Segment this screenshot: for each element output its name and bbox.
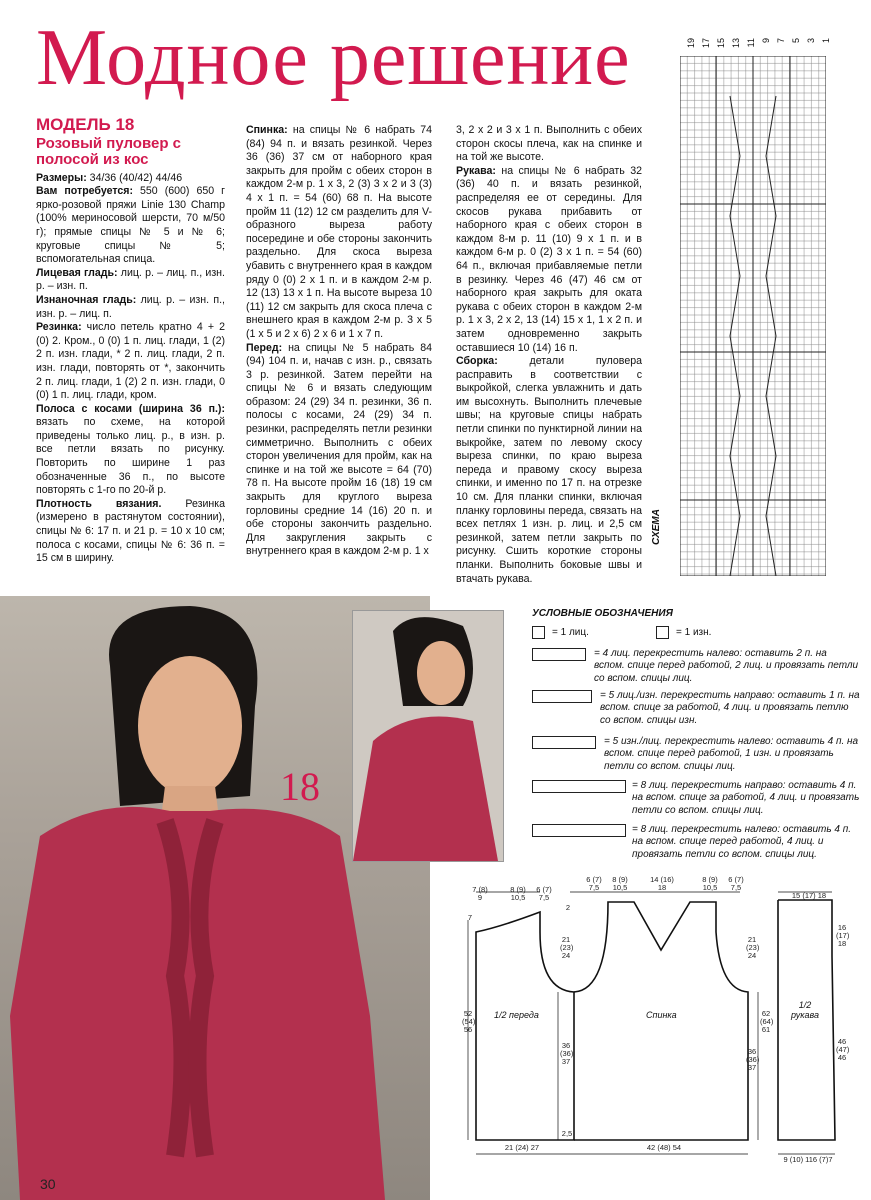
back-text: на спицы № 6 набрать 74 (84) 94 п. и вязать резинкой. Через 36 (36) 37 см от наборного края закрыть для пройм с обеих сторон в каждом 2-м р. 1 х 3, 2 (3) 3 х 2 и 3 (3) 4 х 1 п. = 54 (60) 68 п. На высоте пройм 11 (12) 12 см разделить для V-образного выреза работу посередине и обе стороны закончить раздельно. Для скоса выреза убавить с внутреннего края в каждом ряду 0 (0) 2 х 1 п. и в каждом 2-м р. 12 (13) 13 х 1 п. На высоте выреза 10 (11) 12 см закрыть для скоса плеча с внешнего края в каждом 2-м р. 3 х 5 (1 х 5 и 2 х 6) 2 х 6 и 1 х 7 п.	[246, 124, 432, 340]
cable-8-left-icon	[532, 824, 626, 837]
assembly-text: детали пуловера расправить в соответствии с выкройкой, слегка увлажнить и дать им высохнуть. Выполнить плечевые швы; на круговые спицы набрать петли спинки по пунктирной линии на выкройке, затем по левому скосу выреза спинки, по краю выреза переда и правому скосу выреза спинки, и именно по 17 п. на отрезке 10 см. Для планки спинки, включая планку горловины переда, связать на всех петлях 1 изн. р. лиц. и 2,5 см резинкой, затем петли закрыть по рисунку. Сшить короткие стороны планки. Выполнить боковые швы и втачать рукава.	[456, 355, 642, 585]
model-photo-back	[352, 610, 504, 862]
front-piece-label: 1/2 переда	[494, 1010, 539, 1020]
text-column-3	[456, 124, 642, 586]
legend-cable-8-left-text: = 8 лиц. перекрестить налево: оставить 4 п. на вспом. спице перед работой, 4 лиц. и провязать петли со вспом. спицы лиц.	[632, 824, 851, 860]
rib-label: Резинка:	[36, 321, 82, 334]
pattern-measure: 8 (9) 10,5	[702, 875, 718, 892]
density-text: Резинка (измерено в растянутом состоянии), спицы № 6: 17 п. и 21 р. = 10 х 10 см; полоса с косами, спицы № 6: 36 п. = 15 см в ширину.	[36, 497, 225, 565]
rib-text: число петель кратно 4 + 2 (0) 2. Кром., 0 (0) 1 п. лиц. глади, 1 (2) 2 п. изн. глади, * 2 п. лиц. глади, 2 п. изн. глади, повторять от *, закончить 2 п. лиц. глади, 1 (2) 2 п. изн. глади, 0 (0) 1 п. лиц. глади, кром.	[36, 321, 225, 402]
pattern-measure: 2	[565, 903, 571, 912]
sleeves-text: на спицы № 6 набрать 32 (36) 40 п. и вязать резинкой, распределяя ее от середины. Для скосов рукава прибавить от наборного края с обеих сторон в каждом 8-м р. 11 (10) 9 х 1 п. и в каждом 6-м р. 0 (2) 3 х 1 п. = 54 (60) 64 п., включая прибавляемые петли в резинку. Через 46 (47) 46 см от наборного края закрыть для оката рукава с обеих сторон в каждом 2-м р. 1 х 3, 2 х 2, 13 (14) 15 х 1, 1 х 2 п. и затем одновременно закрыть оставшиеся 10 (14) 16 п.	[456, 164, 642, 354]
chart-row-number: 19	[686, 38, 696, 49]
legend-title: УСЛОВНЫЕ ОБОЗНАЧЕНИЯ	[532, 608, 673, 619]
pattern-measure: 16 (17) 18	[836, 923, 850, 948]
legend-cable-8-right-text: = 8 лиц. перекрестить направо: оставить 4 п. на вспом. спице за работой, 4 лиц. и провязать петли со вспом. спицы лиц.	[632, 780, 860, 816]
density-paragraph	[36, 498, 225, 566]
purl-stitch-icon	[656, 626, 669, 639]
pattern-measure: 21 (23) 24	[560, 935, 574, 960]
pattern-measure: 52 (54) 56	[462, 1009, 476, 1034]
pattern-measure: 9 (10) 116 (7)7	[783, 1155, 833, 1164]
chart-row-number: 13	[731, 38, 741, 49]
sleeves-label: Рукава:	[456, 164, 496, 177]
cable-5-right-icon	[532, 690, 592, 703]
pattern-measure: 21 (24) 27	[504, 1143, 540, 1152]
chart-grid	[680, 56, 826, 576]
pattern-measure: 2,5	[561, 1129, 573, 1138]
pattern-measure: 14 (16) 18	[650, 875, 674, 892]
materials-paragraph	[36, 185, 225, 267]
assembly-paragraph	[456, 355, 642, 586]
legend-cable-5-left-text: = 5 изн./лиц. перекрестить налево: оставить 4 п. на вспом. спице перед работой, 1 изн. и провязать петли со вспом. спицы лиц.	[604, 736, 859, 772]
chart-row-number: 11	[746, 38, 756, 48]
sizes-text: 34/36 (40/42) 44/46	[86, 171, 183, 184]
density-label: Плотность вязания.	[36, 497, 162, 510]
rib-paragraph	[36, 321, 225, 403]
legend-cable-5-right-text: = 5 лиц./изн. перекрестить направо: оставить 1 п. на вспом. спице за работой, 4 лиц. и провязать петлю со вспом. спицы изн.	[600, 690, 860, 726]
pattern-measure: 6 (7) 7,5	[536, 885, 552, 902]
chart-label: СХЕМА	[651, 509, 662, 545]
pattern-measure: 6 (7) 7,5	[728, 875, 744, 892]
pattern-measure: 36 (36) 37	[746, 1047, 760, 1072]
sleeve-piece-label: 1/2 рукава	[791, 1000, 819, 1020]
front-paragraph	[246, 342, 432, 560]
pattern-measure: 7	[467, 913, 473, 922]
text-column-2	[246, 124, 432, 559]
pattern-measure: 8 (9) 10,5	[510, 885, 526, 902]
model-number: МОДЕЛЬ 18	[36, 115, 135, 134]
text-column-1	[36, 115, 226, 566]
page-title: Модное решение	[36, 14, 631, 102]
pattern-measure: 36 (36) 37	[560, 1041, 574, 1066]
back-label: Спинка:	[246, 124, 288, 136]
back-paragraph	[246, 124, 432, 342]
sizes-label: Размеры:	[36, 171, 87, 184]
legend	[532, 608, 862, 860]
sleeves-paragraph	[456, 165, 642, 355]
chart-row-number: 5	[791, 38, 801, 44]
front-continued: 3, 2 х 2 и 3 х 1 п. Выполнить с обеих сторон скосы плеча, как на спинке и на той же высоте.	[456, 124, 642, 164]
front-text: на спицы № 5 набрать 84 (94) 104 п. и, начав с изн. р., связать 3 р. резинкой. Затем перейти на спицы № 6 и вязать следующим образом: 24 (29) 34 п. резинки, 36 п. полосы с косами, 24 (29) 34 п. резинки, распределять петли резинки симметрично. Выполнить с обеих сторон увеличения для пройм, как на спинке и на той же высоте = 64 (70) 78 п. На высоте пройм 16 (18) 19 см закрыть для круглого выреза горловины средние 14 (16) 20 п. и обе стороны закончить раздельно. Для закругления закрыть с внутреннего края в каждом 2-м р. 1 х	[246, 341, 432, 558]
legend-cable-4-left-text: = 4 лиц. перекрестить налево: оставить 2 п. на вспом. спице перед работой, 2 лиц. и провязать петли со вспом. спицы лиц.	[594, 648, 859, 684]
pattern-measure: 62 (64) 61	[760, 1009, 774, 1034]
chart-row-number: 17	[701, 38, 711, 49]
page-number: 30	[40, 1176, 56, 1192]
materials-text: 550 (600) 650 г ярко-розовой пряжи Linie 130 Champ (100% мериносовой шерсти, 70 м/50 г); прямые спицы № 5 и № 6; круговые спицы № 5; вспомогательная спица.	[36, 185, 226, 266]
legend-purl-text: = 1 изн.	[676, 627, 712, 638]
pattern-measure: 8 (9) 10,5	[612, 875, 628, 892]
stripe-text: вязать по схеме, на которой приведены только лиц. р., в изн. р. все петли вязать по рисунку. Повторить по ширине 1 раз обозначенные 36 п., по высоте повторять с 1-го по 20-й р.	[36, 416, 225, 497]
cable-8-right-icon	[532, 780, 626, 793]
knit-stitch-icon	[532, 626, 545, 639]
chart-row-number: 3	[806, 38, 816, 44]
back-stitch-text: лиц. р. – изн. п., изн. р. – лиц. п.	[36, 293, 225, 320]
cable-4-left-icon	[532, 648, 586, 661]
back-stitch-label: Изнаночная гладь:	[36, 293, 137, 306]
back-piece-label: Спинка	[646, 1010, 677, 1020]
stripe-paragraph	[36, 403, 225, 498]
face-stitch-label: Лицевая гладь:	[36, 266, 118, 279]
cable-5-left-icon	[532, 736, 596, 749]
chart-row-number: 9	[761, 38, 771, 44]
front-label: Перед:	[246, 341, 283, 354]
knitting-chart	[676, 34, 831, 578]
face-stitch-paragraph	[36, 267, 225, 294]
sewing-pattern	[440, 872, 866, 1190]
model-subtitle: Розовый пуловер с полосой из кос	[36, 134, 181, 168]
chart-row-number: 15	[716, 38, 726, 49]
pattern-measure: 6 (7) 7,5	[586, 875, 602, 892]
pattern-measure: 21 (23) 24	[746, 935, 760, 960]
chart-row-number: 1	[821, 38, 831, 44]
pattern-measure: 7 (8) 9	[472, 885, 488, 902]
photo-model-number: 18	[280, 764, 320, 809]
legend-knit-text: = 1 лиц.	[552, 627, 589, 638]
pattern-measure: 15 (17) 18	[791, 891, 827, 900]
stripe-label: Полоса с косами (ширина 36 п.):	[36, 402, 225, 415]
assembly-label: Сборка:	[456, 355, 498, 368]
sizes-paragraph	[36, 172, 225, 186]
face-stitch-text: лиц. р. – лиц. п., изн. р. – изн. п.	[36, 266, 225, 293]
materials-label: Вам потребуется:	[36, 185, 133, 198]
chart-row-number: 7	[776, 38, 786, 44]
pattern-measure: 42 (48) 54	[646, 1143, 682, 1152]
pattern-measure: 46 (47) 46	[836, 1037, 850, 1062]
back-stitch-paragraph	[36, 294, 225, 321]
back-photo-illustration	[353, 611, 503, 861]
